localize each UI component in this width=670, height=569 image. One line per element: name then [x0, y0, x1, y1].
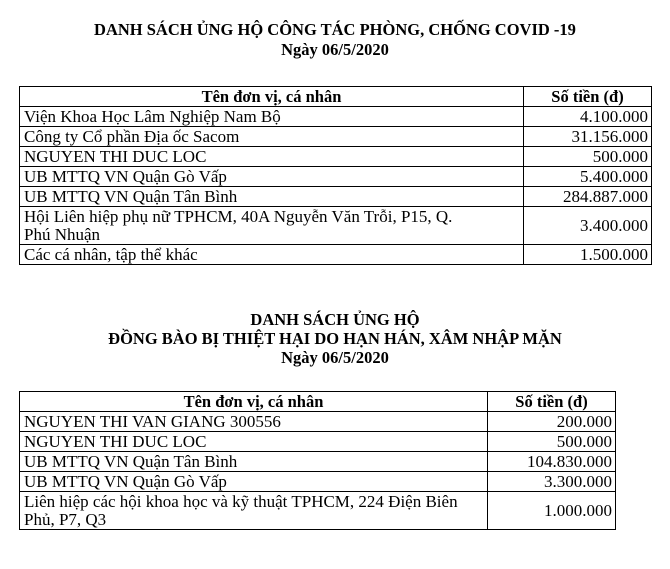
table-row: [20, 492, 616, 530]
donor-name: Công ty Cổ phần Địa ốc Sacom: [20, 127, 524, 147]
donation-amount: 1.500.000: [524, 245, 652, 265]
table-row: [20, 245, 652, 265]
donor-name: UB MTTQ VN Quận Tân Bình: [20, 452, 488, 472]
section1-title: DANH SÁCH ỦNG HỘ CÔNG TÁC PHÒNG, CHỐNG COVID -19: [94, 20, 576, 39]
donation-amount: 500.000: [488, 432, 616, 452]
donation-amount: 200.000: [488, 412, 616, 432]
donor-name: NGUYEN THI DUC LOC: [20, 147, 524, 167]
column-header-name: Tên đơn vị, cá nhân: [20, 392, 488, 412]
section2-title-line2: ĐỒNG BÀO BỊ THIỆT HẠI DO HẠN HÁN, XÂM NHẬP MẶN: [108, 329, 562, 348]
column-header-amount: Số tiền (đ): [488, 392, 616, 412]
donor-name: Liên hiệp các hội khoa học và kỹ thuật TPHCM, 224 Điện Biên Phủ, P7, Q3: [20, 492, 488, 530]
donor-name: Các cá nhân, tập thể khác: [20, 245, 524, 265]
drought-donation-table: [19, 391, 616, 530]
donation-amount: 1.000.000: [488, 492, 616, 530]
donor-name: UB MTTQ VN Quận Gò Vấp: [20, 167, 524, 187]
donor-name: Viện Khoa Học Lâm Nghiệp Nam Bộ: [20, 107, 524, 127]
donor-name: NGUYEN THI DUC LOC: [20, 432, 488, 452]
donation-amount: 500.000: [524, 147, 652, 167]
table-row: [20, 452, 616, 472]
donation-amount: 284.887.000: [524, 187, 652, 207]
covid-donation-table: [19, 86, 652, 265]
donation-amount: 4.100.000: [524, 107, 652, 127]
donation-amount: 3.400.000: [524, 207, 652, 245]
column-header-name: Tên đơn vị, cá nhân: [20, 87, 524, 107]
donation-amount: 3.300.000: [488, 472, 616, 492]
donation-amount: 104.830.000: [488, 452, 616, 472]
section2-title-line1: DANH SÁCH ỦNG HỘ: [250, 310, 420, 329]
table-header-row: [20, 87, 652, 107]
table-row: [20, 167, 652, 187]
donor-name: NGUYEN THI VAN GIANG 300556: [20, 412, 488, 432]
table-row: [20, 187, 652, 207]
donor-name: Hội Liên hiệp phụ nữ TPHCM, 40A Nguyễn Văn Trỗi, P15, Q. Phú Nhuận: [20, 207, 524, 245]
table-row: [20, 147, 652, 167]
section2-date: Ngày 06/5/2020: [281, 348, 389, 367]
table-row: [20, 207, 652, 245]
donor-name: UB MTTQ VN Quận Gò Vấp: [20, 472, 488, 492]
column-header-amount: Số tiền (đ): [524, 87, 652, 107]
table-row: [20, 107, 652, 127]
section1-date: Ngày 06/5/2020: [281, 40, 389, 59]
table-header-row: [20, 392, 616, 412]
table-row: [20, 472, 616, 492]
table-row: [20, 432, 616, 452]
donation-amount: 5.400.000: [524, 167, 652, 187]
table-row: [20, 127, 652, 147]
donor-name: UB MTTQ VN Quận Tân Bình: [20, 187, 524, 207]
table-row: [20, 412, 616, 432]
donation-amount: 31.156.000: [524, 127, 652, 147]
